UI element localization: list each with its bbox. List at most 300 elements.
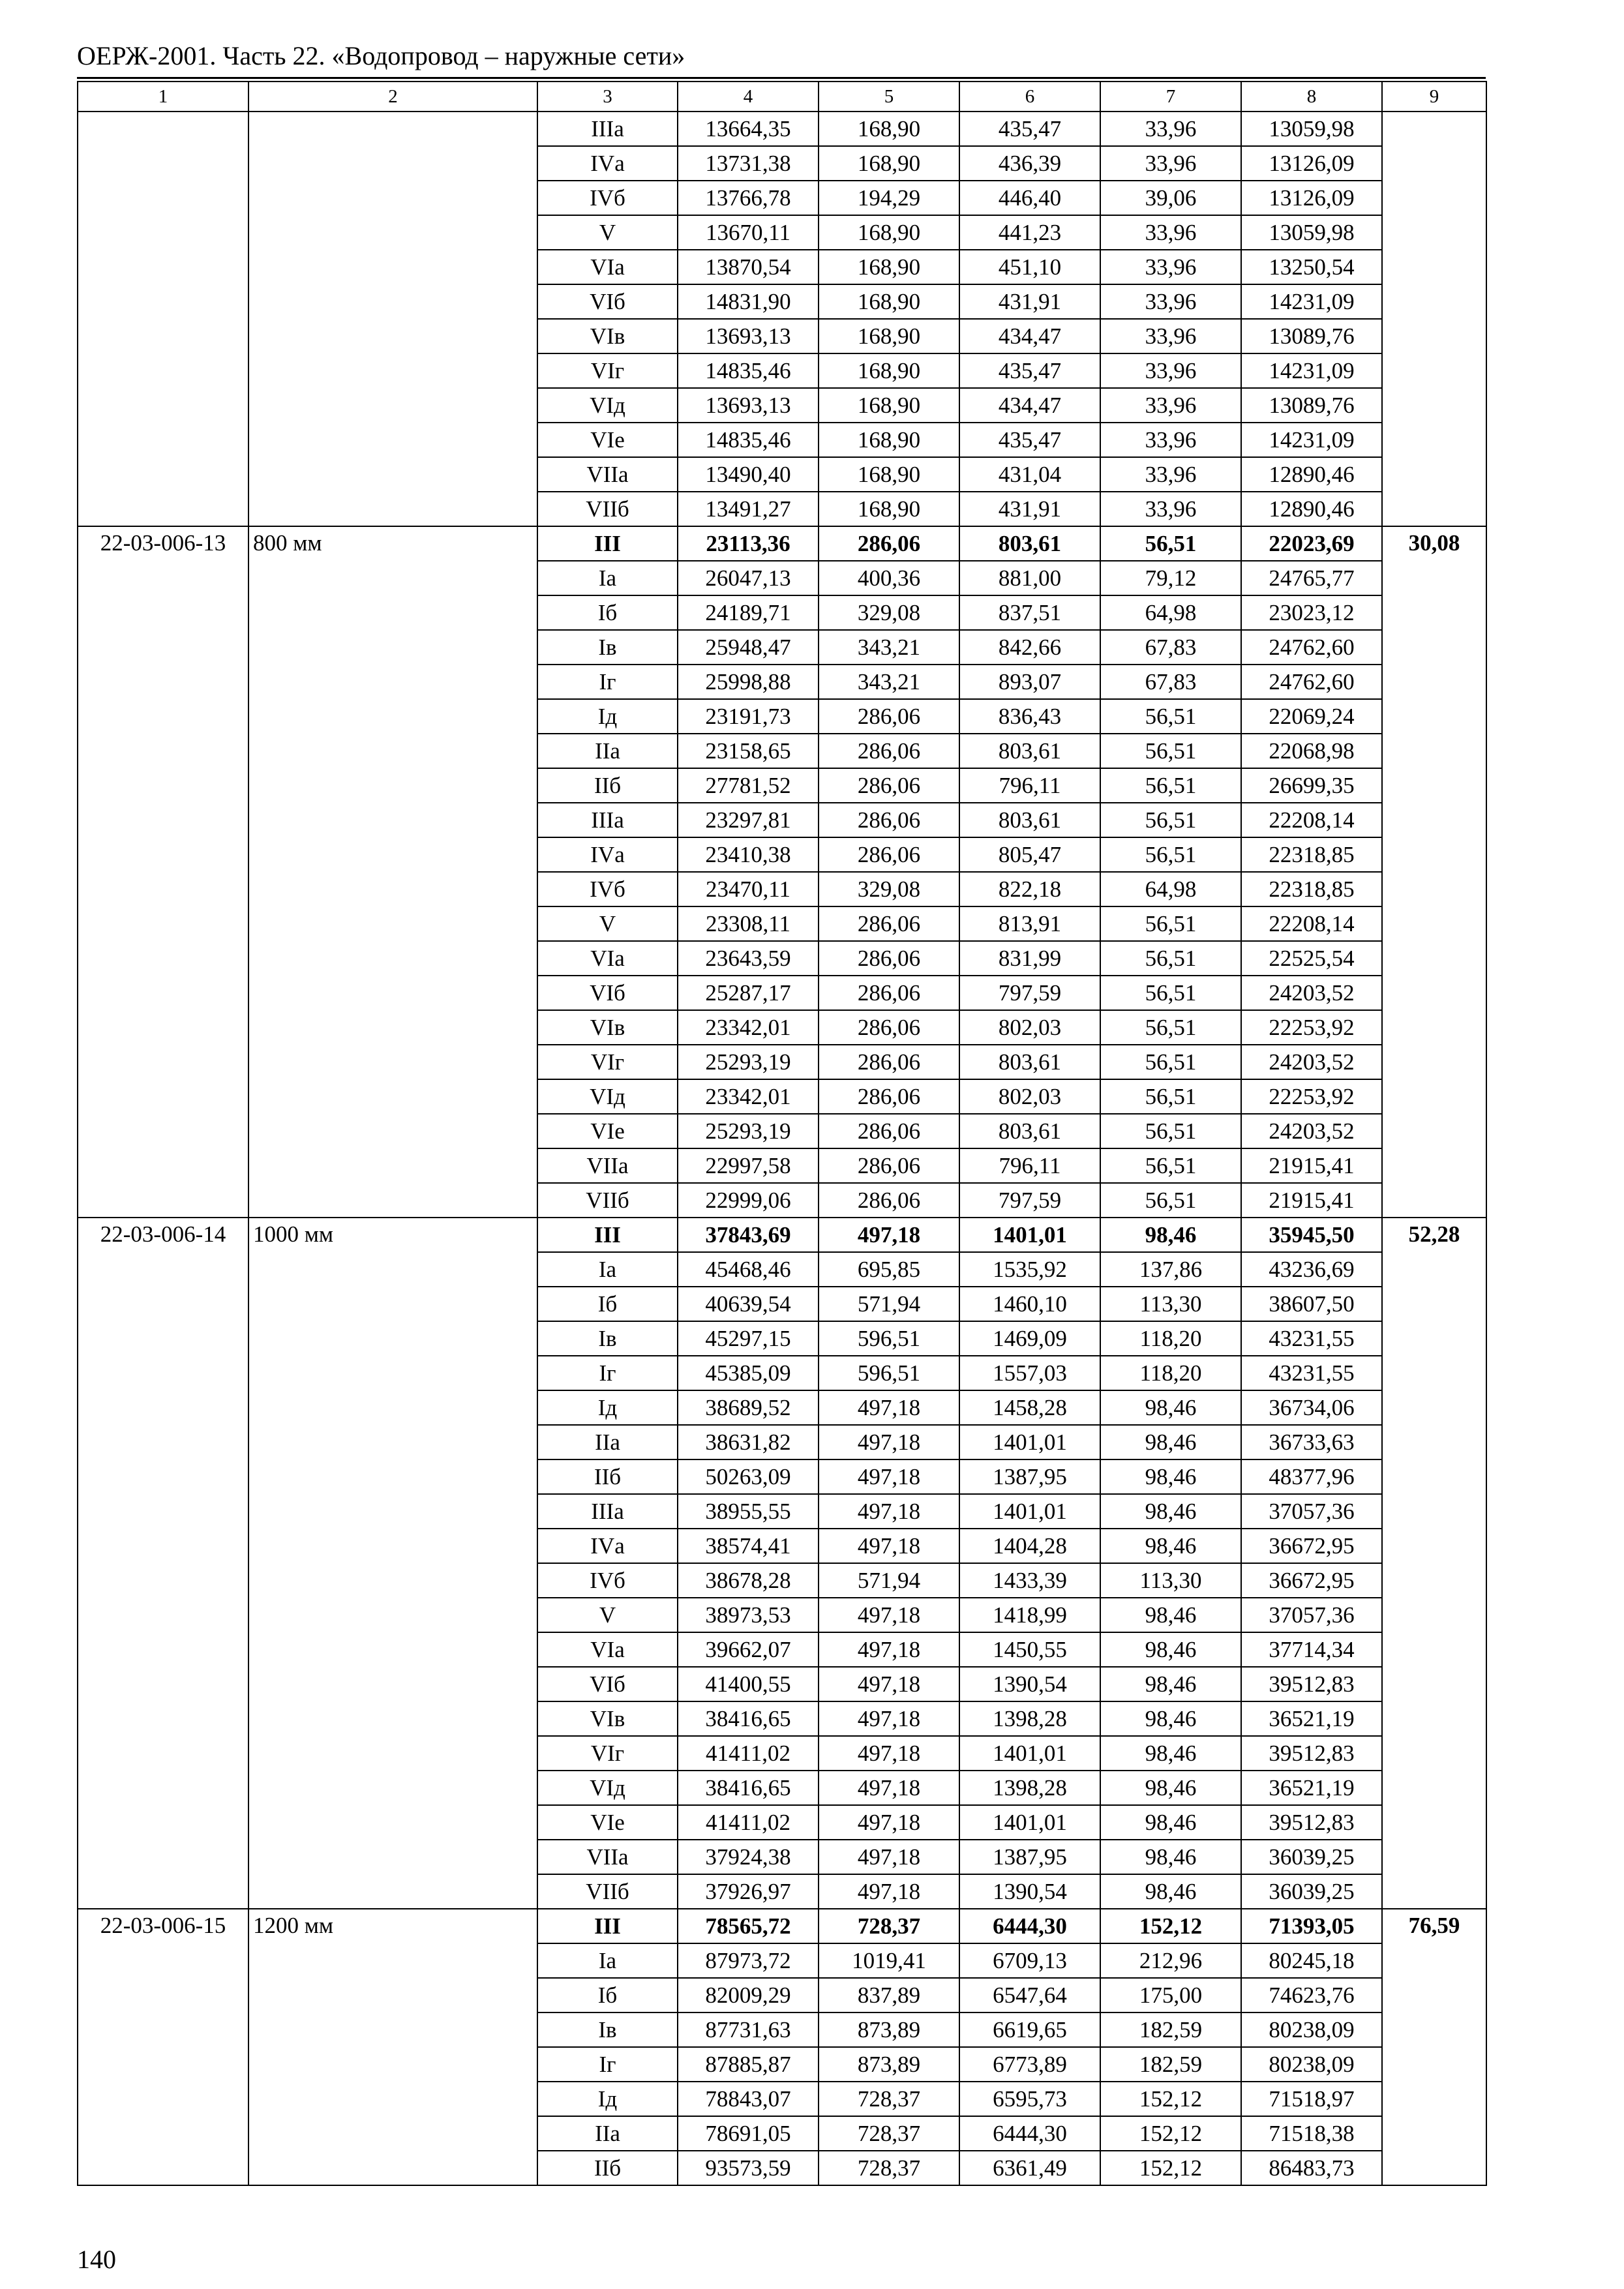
value-cell: 1398,28 (959, 1701, 1100, 1736)
zone-cell: VIIа (537, 1148, 678, 1183)
value-cell: 803,61 (959, 734, 1100, 768)
value-cell: 23410,38 (678, 837, 819, 872)
value-cell: 802,03 (959, 1079, 1100, 1114)
value-cell: 1019,41 (819, 1943, 959, 1978)
value-cell: 37057,36 (1241, 1598, 1382, 1632)
zone-cell: VIIб (537, 492, 678, 526)
zone-cell: VIа (537, 941, 678, 976)
value-cell: 803,61 (959, 526, 1100, 561)
value-cell: 6361,49 (959, 2151, 1100, 2185)
value-cell: 343,21 (819, 630, 959, 665)
value-cell: 12890,46 (1241, 492, 1382, 526)
zone-cell: IIа (537, 734, 678, 768)
value-cell: 38416,65 (678, 1701, 819, 1736)
zone-cell: Iб (537, 595, 678, 630)
labor-cost-cell: 30,08 (1382, 526, 1486, 1218)
value-cell: 38631,82 (678, 1425, 819, 1459)
value-cell: 113,30 (1100, 1287, 1241, 1321)
column-number: 2 (248, 82, 537, 112)
zone-cell: Iв (537, 2012, 678, 2047)
value-cell: 23158,65 (678, 734, 819, 768)
value-cell: 822,18 (959, 872, 1100, 906)
value-cell: 86483,73 (1241, 2151, 1382, 2185)
value-cell: 6595,73 (959, 2082, 1100, 2116)
value-cell: 38955,55 (678, 1494, 819, 1529)
value-cell: 38689,52 (678, 1390, 819, 1425)
value-cell: 33,96 (1100, 146, 1241, 181)
value-cell: 23023,12 (1241, 595, 1382, 630)
value-cell: 98,46 (1100, 1529, 1241, 1563)
value-cell: 571,94 (819, 1287, 959, 1321)
value-cell: 33,96 (1100, 492, 1241, 526)
value-cell: 6773,89 (959, 2047, 1100, 2082)
value-cell: 596,51 (819, 1356, 959, 1390)
value-cell: 168,90 (819, 457, 959, 492)
value-cell: 13693,13 (678, 388, 819, 423)
value-cell: 1387,95 (959, 1459, 1100, 1494)
value-cell: 168,90 (819, 250, 959, 284)
zone-cell: V (537, 1598, 678, 1632)
value-cell: 803,61 (959, 1114, 1100, 1148)
value-cell: 38574,41 (678, 1529, 819, 1563)
value-cell: 56,51 (1100, 1045, 1241, 1079)
value-cell: 36672,95 (1241, 1529, 1382, 1563)
value-cell: 45468,46 (678, 1252, 819, 1287)
zone-cell: Iб (537, 1287, 678, 1321)
value-cell: 329,08 (819, 595, 959, 630)
value-cell: 43236,69 (1241, 1252, 1382, 1287)
value-cell: 13766,78 (678, 181, 819, 215)
value-cell: 39512,83 (1241, 1736, 1382, 1771)
value-cell: 1401,01 (959, 1425, 1100, 1459)
value-cell: 56,51 (1100, 1114, 1241, 1148)
value-cell: 813,91 (959, 906, 1100, 941)
value-cell: 26699,35 (1241, 768, 1382, 803)
value-cell: 25948,47 (678, 630, 819, 665)
value-cell: 802,03 (959, 1010, 1100, 1045)
value-cell: 13670,11 (678, 215, 819, 250)
value-cell: 168,90 (819, 284, 959, 319)
value-cell: 118,20 (1100, 1356, 1241, 1390)
value-cell: 33,96 (1100, 353, 1241, 388)
column-number: 9 (1382, 82, 1486, 112)
price-table (77, 81, 1487, 2186)
zone-cell: Iд (537, 2082, 678, 2116)
column-number: 6 (959, 82, 1100, 112)
value-cell: 118,20 (1100, 1321, 1241, 1356)
value-cell: 41400,55 (678, 1667, 819, 1701)
zone-cell: VIIб (537, 1183, 678, 1218)
value-cell: 1387,95 (959, 1840, 1100, 1874)
value-cell: 22068,98 (1241, 734, 1382, 768)
value-cell: 441,23 (959, 215, 1100, 250)
value-cell: 13059,98 (1241, 215, 1382, 250)
value-cell: 497,18 (819, 1874, 959, 1909)
value-cell: 22023,69 (1241, 526, 1382, 561)
value-cell: 22253,92 (1241, 1010, 1382, 1045)
value-cell: 893,07 (959, 665, 1100, 699)
column-number: 5 (819, 82, 959, 112)
value-cell: 168,90 (819, 319, 959, 353)
value-cell: 286,06 (819, 906, 959, 941)
value-cell: 451,10 (959, 250, 1100, 284)
value-cell: 25293,19 (678, 1045, 819, 1079)
value-cell: 286,06 (819, 941, 959, 976)
value-cell: 37924,38 (678, 1840, 819, 1874)
value-cell: 168,90 (819, 146, 959, 181)
value-cell: 23191,73 (678, 699, 819, 734)
value-cell: 152,12 (1100, 2116, 1241, 2151)
value-cell: 182,59 (1100, 2047, 1241, 2082)
value-cell: 98,46 (1100, 1598, 1241, 1632)
value-cell: 22253,92 (1241, 1079, 1382, 1114)
value-cell: 56,51 (1100, 941, 1241, 976)
value-cell: 1433,39 (959, 1563, 1100, 1598)
value-cell: 12890,46 (1241, 457, 1382, 492)
value-cell: 56,51 (1100, 526, 1241, 561)
value-cell: 22208,14 (1241, 906, 1382, 941)
value-cell: 71393,05 (1241, 1909, 1382, 1943)
value-cell: 286,06 (819, 699, 959, 734)
value-cell: 1557,03 (959, 1356, 1100, 1390)
value-cell: 497,18 (819, 1459, 959, 1494)
zone-cell: Iа (537, 1943, 678, 1978)
value-cell: 13491,27 (678, 492, 819, 526)
value-cell: 37714,34 (1241, 1632, 1382, 1667)
value-cell: 168,90 (819, 388, 959, 423)
value-cell: 23342,01 (678, 1010, 819, 1045)
value-cell: 45385,09 (678, 1356, 819, 1390)
value-cell: 36039,25 (1241, 1840, 1382, 1874)
value-cell: 873,89 (819, 2047, 959, 2082)
value-cell: 212,96 (1100, 1943, 1241, 1978)
value-cell: 728,37 (819, 1909, 959, 1943)
value-cell: 56,51 (1100, 837, 1241, 872)
value-cell: 56,51 (1100, 1183, 1241, 1218)
zone-cell: VIв (537, 319, 678, 353)
value-cell: 33,96 (1100, 423, 1241, 457)
value-cell: 39512,83 (1241, 1805, 1382, 1840)
header-rule (77, 77, 1486, 79)
zone-cell: IIб (537, 1459, 678, 1494)
value-cell: 56,51 (1100, 734, 1241, 768)
value-cell: 446,40 (959, 181, 1100, 215)
value-cell: 24765,77 (1241, 561, 1382, 595)
table-row (78, 526, 1486, 561)
value-cell: 805,47 (959, 837, 1100, 872)
value-cell: 78843,07 (678, 2082, 819, 2116)
value-cell: 36521,19 (1241, 1701, 1382, 1736)
value-cell: 71518,97 (1241, 2082, 1382, 2116)
value-cell: 79,12 (1100, 561, 1241, 595)
value-cell: 6444,30 (959, 1909, 1100, 1943)
value-cell: 38416,65 (678, 1771, 819, 1805)
value-cell: 36672,95 (1241, 1563, 1382, 1598)
value-cell: 497,18 (819, 1667, 959, 1701)
value-cell: 87731,63 (678, 2012, 819, 2047)
value-cell: 98,46 (1100, 1459, 1241, 1494)
value-cell: 33,96 (1100, 284, 1241, 319)
value-cell: 56,51 (1100, 1148, 1241, 1183)
column-number: 1 (78, 82, 248, 112)
zone-cell: IVб (537, 1563, 678, 1598)
value-cell: 168,90 (819, 215, 959, 250)
value-cell: 23308,11 (678, 906, 819, 941)
value-cell: 497,18 (819, 1840, 959, 1874)
value-cell: 435,47 (959, 423, 1100, 457)
value-cell: 14231,09 (1241, 353, 1382, 388)
value-cell: 56,51 (1100, 1079, 1241, 1114)
zone-cell: VIд (537, 1079, 678, 1114)
value-cell: 13126,09 (1241, 146, 1382, 181)
value-cell: 33,96 (1100, 112, 1241, 146)
value-cell: 37057,36 (1241, 1494, 1382, 1529)
value-cell: 434,47 (959, 388, 1100, 423)
zone-cell: V (537, 906, 678, 941)
value-cell: 435,47 (959, 112, 1100, 146)
column-number: 8 (1241, 82, 1382, 112)
value-cell: 38607,50 (1241, 1287, 1382, 1321)
value-cell: 22997,58 (678, 1148, 819, 1183)
value-cell: 137,86 (1100, 1252, 1241, 1287)
value-cell: 21915,41 (1241, 1183, 1382, 1218)
value-cell: 152,12 (1100, 2082, 1241, 2116)
zone-cell: IIIа (537, 803, 678, 837)
value-cell: 168,90 (819, 492, 959, 526)
value-cell: 80238,09 (1241, 2047, 1382, 2082)
value-cell: 13126,09 (1241, 181, 1382, 215)
zone-cell: VIб (537, 284, 678, 319)
value-cell: 286,06 (819, 734, 959, 768)
value-cell: 1469,09 (959, 1321, 1100, 1356)
value-cell: 39512,83 (1241, 1667, 1382, 1701)
value-cell: 286,06 (819, 837, 959, 872)
value-cell: 836,43 (959, 699, 1100, 734)
value-cell: 571,94 (819, 1563, 959, 1598)
value-cell: 797,59 (959, 976, 1100, 1010)
value-cell: 22318,85 (1241, 872, 1382, 906)
value-cell: 286,06 (819, 976, 959, 1010)
rate-code (78, 112, 248, 526)
value-cell: 837,89 (819, 1978, 959, 2012)
value-cell: 497,18 (819, 1771, 959, 1805)
value-cell: 98,46 (1100, 1874, 1241, 1909)
value-cell: 286,06 (819, 803, 959, 837)
value-cell: 1404,28 (959, 1529, 1100, 1563)
value-cell: 286,06 (819, 1183, 959, 1218)
value-cell: 286,06 (819, 1114, 959, 1148)
column-number: 7 (1100, 82, 1241, 112)
value-cell: 168,90 (819, 112, 959, 146)
value-cell: 56,51 (1100, 768, 1241, 803)
value-cell: 497,18 (819, 1390, 959, 1425)
value-cell: 23113,36 (678, 526, 819, 561)
value-cell: 728,37 (819, 2082, 959, 2116)
value-cell: 38678,28 (678, 1563, 819, 1598)
zone-cell: IVб (537, 872, 678, 906)
zone-cell: VIг (537, 1736, 678, 1771)
value-cell: 497,18 (819, 1736, 959, 1771)
zone-cell: Iг (537, 1356, 678, 1390)
pipe-diameter: 1200 мм (248, 1909, 537, 2185)
value-cell: 40639,54 (678, 1287, 819, 1321)
value-cell: 87885,87 (678, 2047, 819, 2082)
zone-cell: IIа (537, 1425, 678, 1459)
column-number: 4 (678, 82, 819, 112)
value-cell: 1458,28 (959, 1390, 1100, 1425)
value-cell: 33,96 (1100, 319, 1241, 353)
value-cell: 497,18 (819, 1598, 959, 1632)
value-cell: 21915,41 (1241, 1148, 1382, 1183)
value-cell: 497,18 (819, 1529, 959, 1563)
value-cell: 6547,64 (959, 1978, 1100, 2012)
value-cell: 286,06 (819, 1045, 959, 1079)
value-cell: 13089,76 (1241, 388, 1382, 423)
value-cell: 33,96 (1100, 457, 1241, 492)
value-cell: 98,46 (1100, 1218, 1241, 1252)
value-cell: 38973,53 (678, 1598, 819, 1632)
value-cell: 436,39 (959, 146, 1100, 181)
value-cell: 56,51 (1100, 906, 1241, 941)
value-cell: 168,90 (819, 423, 959, 457)
value-cell: 497,18 (819, 1632, 959, 1667)
value-cell: 596,51 (819, 1321, 959, 1356)
value-cell: 64,98 (1100, 595, 1241, 630)
zone-cell: VIд (537, 1771, 678, 1805)
value-cell: 80238,09 (1241, 2012, 1382, 2047)
zone-cell: III (537, 526, 678, 561)
zone-cell: VIг (537, 1045, 678, 1079)
value-cell: 23643,59 (678, 941, 819, 976)
value-cell: 1460,10 (959, 1287, 1100, 1321)
zone-cell: Iв (537, 1321, 678, 1356)
value-cell: 1401,01 (959, 1218, 1100, 1252)
page-header (77, 37, 1486, 82)
value-cell: 35945,50 (1241, 1218, 1382, 1252)
value-cell: 1398,28 (959, 1771, 1100, 1805)
value-cell: 497,18 (819, 1218, 959, 1252)
value-cell: 695,85 (819, 1252, 959, 1287)
value-cell: 497,18 (819, 1494, 959, 1529)
value-cell: 36039,25 (1241, 1874, 1382, 1909)
value-cell: 803,61 (959, 1045, 1100, 1079)
value-cell: 152,12 (1100, 1909, 1241, 1943)
value-cell: 24203,52 (1241, 976, 1382, 1010)
value-cell: 98,46 (1100, 1771, 1241, 1805)
zone-cell: III (537, 1909, 678, 1943)
value-cell: 98,46 (1100, 1667, 1241, 1701)
pipe-diameter: 800 мм (248, 526, 537, 1218)
value-cell: 26047,13 (678, 561, 819, 595)
value-cell: 82009,29 (678, 1978, 819, 2012)
value-cell: 431,91 (959, 492, 1100, 526)
value-cell: 873,89 (819, 2012, 959, 2047)
pipe-diameter (248, 112, 537, 526)
labor-cost-cell: 52,28 (1382, 1218, 1486, 1909)
value-cell: 24189,71 (678, 595, 819, 630)
value-cell: 48377,96 (1241, 1459, 1382, 1494)
value-cell: 881,00 (959, 561, 1100, 595)
value-cell: 286,06 (819, 1010, 959, 1045)
value-cell: 14231,09 (1241, 423, 1382, 457)
zone-cell: VIв (537, 1010, 678, 1045)
table-row (78, 112, 1486, 146)
value-cell: 87973,72 (678, 1943, 819, 1978)
zone-cell: VIг (537, 353, 678, 388)
value-cell: 45297,15 (678, 1321, 819, 1356)
value-cell: 13870,54 (678, 250, 819, 284)
value-cell: 113,30 (1100, 1563, 1241, 1598)
value-cell: 728,37 (819, 2116, 959, 2151)
value-cell: 13693,13 (678, 319, 819, 353)
value-cell: 24203,52 (1241, 1045, 1382, 1079)
zone-cell: VIб (537, 1667, 678, 1701)
value-cell: 13731,38 (678, 146, 819, 181)
zone-cell: Iб (537, 1978, 678, 2012)
zone-cell: VIе (537, 1114, 678, 1148)
value-cell: 98,46 (1100, 1632, 1241, 1667)
value-cell: 329,08 (819, 872, 959, 906)
zone-cell: VIе (537, 1805, 678, 1840)
value-cell: 796,11 (959, 768, 1100, 803)
value-cell: 837,51 (959, 595, 1100, 630)
value-cell: 27781,52 (678, 768, 819, 803)
pipe-diameter: 1000 мм (248, 1218, 537, 1909)
zone-cell: VIIа (537, 1840, 678, 1874)
value-cell: 98,46 (1100, 1840, 1241, 1874)
value-cell: 56,51 (1100, 1010, 1241, 1045)
value-cell: 23297,81 (678, 803, 819, 837)
value-cell: 14831,90 (678, 284, 819, 319)
value-cell: 23342,01 (678, 1079, 819, 1114)
value-cell: 98,46 (1100, 1425, 1241, 1459)
value-cell: 14835,46 (678, 423, 819, 457)
value-cell: 39662,07 (678, 1632, 819, 1667)
zone-cell: V (537, 215, 678, 250)
value-cell: 22999,06 (678, 1183, 819, 1218)
value-cell: 39,06 (1100, 181, 1241, 215)
value-cell: 1401,01 (959, 1805, 1100, 1840)
zone-cell: III (537, 1218, 678, 1252)
value-cell: 13059,98 (1241, 112, 1382, 146)
value-cell: 24762,60 (1241, 630, 1382, 665)
value-cell: 13250,54 (1241, 250, 1382, 284)
value-cell: 36521,19 (1241, 1771, 1382, 1805)
value-cell: 78691,05 (678, 2116, 819, 2151)
zone-cell: Iг (537, 665, 678, 699)
value-cell: 41411,02 (678, 1736, 819, 1771)
zone-cell: IIIа (537, 112, 678, 146)
value-cell: 25293,19 (678, 1114, 819, 1148)
value-cell: 152,12 (1100, 2151, 1241, 2185)
value-cell: 1418,99 (959, 1598, 1100, 1632)
value-cell: 13089,76 (1241, 319, 1382, 353)
value-cell: 286,06 (819, 1079, 959, 1114)
value-cell: 98,46 (1100, 1701, 1241, 1736)
zone-cell: Iв (537, 630, 678, 665)
value-cell: 182,59 (1100, 2012, 1241, 2047)
value-cell: 343,21 (819, 665, 959, 699)
page-number: 140 (77, 2245, 116, 2274)
value-cell: 1401,01 (959, 1736, 1100, 1771)
labor-cost-cell: 76,59 (1382, 1909, 1486, 2185)
value-cell: 22069,24 (1241, 699, 1382, 734)
value-cell: 286,06 (819, 526, 959, 561)
zone-cell: VIб (537, 976, 678, 1010)
value-cell: 6619,65 (959, 2012, 1100, 2047)
value-cell: 168,90 (819, 353, 959, 388)
zone-cell: Iд (537, 699, 678, 734)
